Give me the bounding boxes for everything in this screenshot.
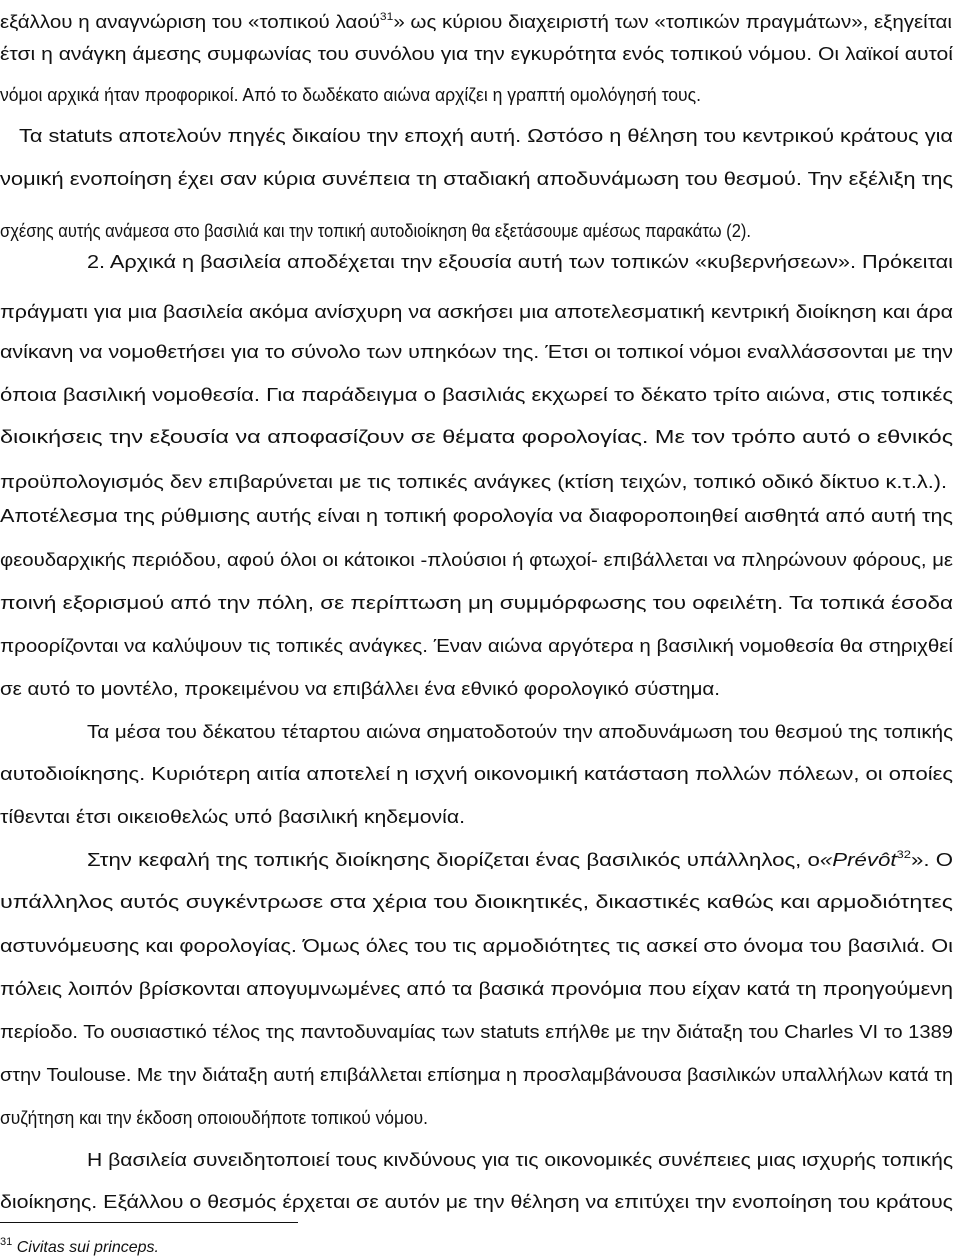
text-line: ανίκανη να νομοθετήσει για το σύνολο των υπηκόων της. Έτσι οι τοπικοί νόμοι εναλλάσσονται με την	[0, 341, 953, 362]
footnote-text: Civitas sui princeps.	[16, 1239, 159, 1256]
text-line: διοικήσεις την εξουσία να αποφασίζουν σε θέματα φορολογίας. Με τον τρόπο αυτό ο εθνικός	[0, 426, 953, 447]
text-line: περίοδο. Το ουσιαστικό τέλος της παντοδυναμίας των statuts επήλθε με την διάταξη του Charles VI το 1389	[0, 1021, 953, 1042]
text-line: φεουδαρχικής περιόδου, αφού όλοι οι κάτοικοι -πλούσιοι ή φτωχοί- επιβάλλεται να πληρώνουν φόρους, με	[0, 549, 953, 570]
text-line: στην Toulouse. Με την διάταξη αυτή επιβάλλεται επίσημα η προσλαμβάνουσα βασιλικών υπαλλήλων κατά τη	[0, 1064, 953, 1085]
footnote	[0, 1234, 960, 1260]
footnote-reference-31: 31	[379, 11, 394, 23]
line-text: Στην κεφαλή της τοπικής διοίκησης διορίζεται ένας βασιλικός υπάλληλος, ο	[87, 849, 820, 870]
text-line: συζήτηση και την έκδοση οποιουδήποτε τοπικού νόμου.	[0, 1107, 428, 1128]
text-line: Τα μέσα του δέκατου τέταρτου αιώνα σηματοδοτούν την αποδυνάμωση του θεσμού της τοπικής	[87, 721, 953, 742]
line-text: » ως κύριου διαχειριστή των «τοπικών πραγμάτων», εξηγείται	[393, 11, 952, 32]
footnote-separator	[0, 1222, 298, 1223]
text-line: πράγματι για μια βασιλεία ακόμα ανίσχυρη να ασκήσει μια αποτελεσματική κεντρική διοίκηση και άρα	[0, 301, 954, 322]
text-line: προορίζονται να καλύψουν τις τοπικές ανάγκες. Έναν αιώνα αργότερα η βασιλική νομοθεσία θα στηριχθεί	[0, 635, 954, 656]
text-line: προϋπολογισμός δεν επιβαρύνεται με τις τοπικές ανάγκες (κτίση τειχών, τοπικό οδικό δίκτυο κ.τ.λ.).	[0, 471, 947, 492]
text-line: σε αυτό το μοντέλο, προκειμένου να επιβάλλει ένα εθνικό φορολογικό σύστημα.	[0, 678, 720, 699]
text-line: διοίκησης. Εξάλλου ο θεσμός έρχεται σε αυτόν με την θέληση να επιτύχει την ενοποίηση του κράτους	[0, 1191, 953, 1212]
text-line: όποια βασιλική νομοθεσία. Για παράδειγμα ο βασιλιάς εκχωρεί το δέκατο τρίτο αιώνα, στις τοπικές	[0, 384, 953, 405]
text-line: αυτοδιοίκησης. Κυριότερη αιτία αποτελεί η ισχνή οικονομική κατάσταση πολλών πόλεων, οι οποίες	[0, 763, 953, 784]
text-line: νόμοι αρχικά ήταν προφορικοί. Από το δωδέκατο αιώνα αρχίζει η γραπτή ομολόγησή τους.	[0, 84, 701, 105]
line-text: εξάλλου η αναγνώριση του «τοπικού λαού	[0, 11, 380, 32]
text-line: ποινή εξορισμού από την πόλη, σε περίπτωση μη συμμόρφωσης του οφειλέτη. Τα τοπικά έσοδα	[0, 592, 953, 613]
text-line: σχέσης αυτής ανάμεσα στο βασιλιά και την τοπική αυτοδιοίκηση θα εξετάσουμε αμέσως παρακάτω (2).	[0, 220, 751, 241]
footnote-reference-32: 32	[896, 849, 911, 861]
text-line: αστυνόμευσης και φορολογίας. Όμως όλες του τις αρμοδιότητες τις ασκεί στο όνομα του βασιλιά. Οι	[0, 935, 954, 956]
text-line: Τα statuts αποτελούν πηγές δικαίου την εποχή αυτή. Ωστόσο η θέληση του κεντρικού κράτους για	[19, 125, 953, 146]
line-text-italic: «Prévôt	[819, 849, 897, 870]
text-line: πόλεις λοιπόν βρίσκονται απογυμνωμένες από τα βασικά προνόμια που είχαν κατά τη προηγούμενη	[0, 978, 954, 999]
text-line: έτσι η ανάγκη άμεσης συμφωνίας του συνόλου για την εγκυρότητα ενός τοπικού νόμου. Οι λαϊκοί αυτοί	[0, 43, 953, 64]
line-text: ». Ο	[910, 849, 954, 870]
text-line: νομική ενοποίηση έχει σαν κύρια συνέπεια τη σταδιακή αποδυνάμωση του θεσμού. Την εξέλιξη της	[0, 168, 953, 189]
footnote-number: 31	[0, 1236, 13, 1248]
text-line	[0, 838, 960, 882]
text-line: Αποτέλεσμα της ρύθμισης αυτής είναι η τοπική φορολογία να διαφοροποιηθεί αισθητά από αυτή της	[0, 505, 954, 526]
text-line: υπάλληλος αυτός συγκέντρωσε στα χέρια του διοικητικές, δικαστικές καθώς και αρμοδιότητες	[0, 891, 953, 912]
text-line: 2. Αρχικά η βασιλεία αποδέχεται την εξουσία αυτή των τοπικών «κυβερνήσεων». Πρόκειται	[87, 251, 953, 272]
text-line: τίθενται έτσι οικειοθελώς υπό βασιλική κηδεμονία.	[0, 806, 465, 827]
text-line: Η βασιλεία συνειδητοποιεί τους κινδύνους για τις οικονομικές συνέπειες μιας ισχυρής τοπικής	[87, 1149, 954, 1170]
